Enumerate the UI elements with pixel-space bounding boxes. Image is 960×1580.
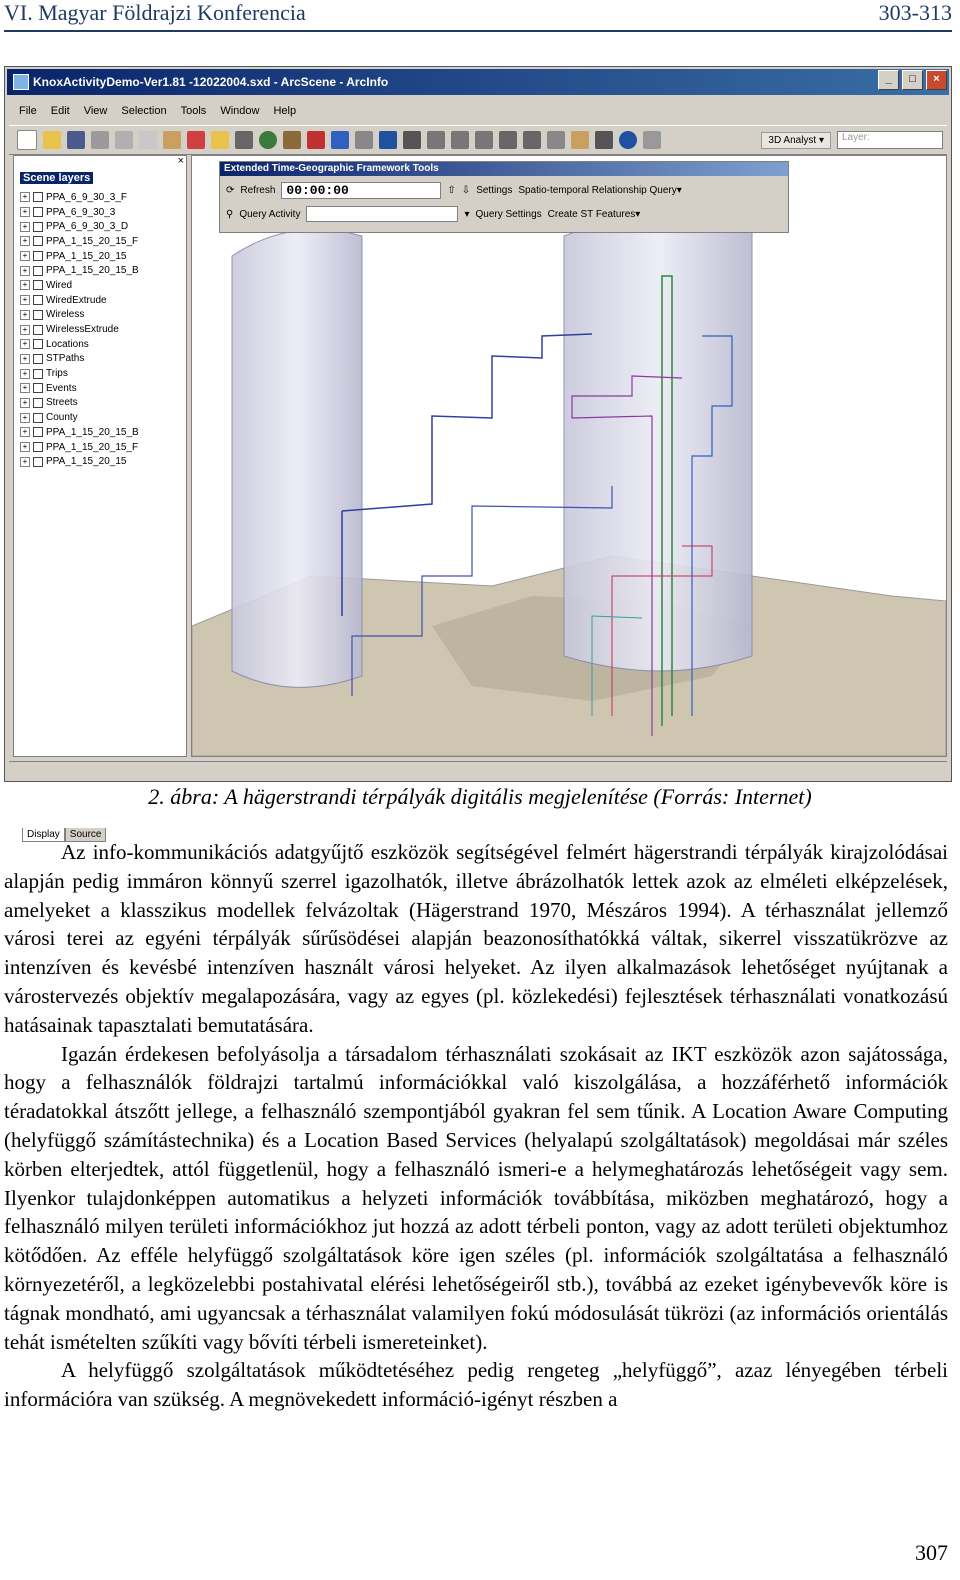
layer-checkbox[interactable] [33, 354, 43, 364]
info-icon[interactable] [619, 131, 637, 149]
print-icon[interactable] [91, 131, 109, 149]
expand-icon[interactable]: + [20, 413, 30, 423]
layer-name: Events [46, 382, 77, 394]
expand-icon[interactable]: + [20, 325, 30, 335]
expand-icon[interactable]: + [20, 222, 30, 232]
layer-checkbox[interactable] [33, 427, 43, 437]
expand-icon[interactable]: + [20, 280, 30, 290]
query-settings-button[interactable]: Query Settings [475, 208, 542, 220]
pan-icon[interactable] [571, 131, 589, 149]
main-toolbar [9, 125, 947, 155]
activity-select[interactable] [306, 206, 458, 222]
set-observer-icon[interactable] [475, 131, 493, 149]
layer-name: Trips [46, 368, 68, 380]
paragraph: A helyfüggő szolgáltatások működtetéséhez pedig rengeteg „helyfüggő”, azaz lényegében térbeli információra van szükség. A megnövekedett információ-igényt részben a [4, 1358, 948, 1412]
expand-icon[interactable]: + [20, 236, 30, 246]
layer-name: PPA_6_9_30_3_D [46, 221, 129, 233]
layer-item[interactable] [20, 410, 139, 425]
scene-properties-icon[interactable] [235, 131, 253, 149]
layer-item[interactable] [20, 381, 139, 396]
layer-item[interactable] [20, 454, 139, 469]
search-icon: ⚲ [226, 208, 234, 220]
layer-name: PPA_1_15_20_15_B [46, 265, 139, 277]
expand-icon[interactable]: + [20, 192, 30, 202]
layer-checkbox[interactable] [33, 310, 43, 320]
layer-item[interactable] [20, 263, 139, 278]
menu-help[interactable]: Help [273, 105, 297, 117]
layer-name: PPA_1_15_20_15 [46, 250, 127, 262]
arcscene-app-icon [13, 74, 29, 90]
layer-item[interactable] [20, 337, 139, 352]
tab-display[interactable]: Display [22, 828, 65, 842]
menu-bar [9, 100, 296, 122]
layer-item[interactable] [20, 308, 139, 323]
layer-name: County [46, 412, 78, 424]
menu-file[interactable]: File [19, 105, 37, 117]
expand-icon[interactable]: + [20, 339, 30, 349]
body-text [4, 838, 948, 1414]
layer-name: WirelessExtrude [46, 324, 119, 336]
layer-checkbox[interactable] [33, 295, 43, 305]
save-icon[interactable] [67, 131, 85, 149]
layer-checkbox[interactable] [33, 339, 43, 349]
figure-caption [0, 784, 960, 810]
expand-icon[interactable]: + [20, 207, 30, 217]
down-arrow-icon[interactable]: ⇩ [461, 185, 471, 196]
measure-icon[interactable] [643, 131, 661, 149]
expand-icon[interactable]: + [20, 383, 30, 393]
header-right: 303-313 [878, 0, 952, 25]
up-arrow-icon[interactable]: ⇧ [447, 185, 456, 196]
window-controls [878, 70, 947, 90]
page-number: 307 [915, 1540, 948, 1565]
expand-icon[interactable]: + [20, 266, 30, 276]
header-rule [4, 30, 952, 32]
time-geographic-tools-panel [219, 161, 789, 233]
settings-button[interactable]: Settings [476, 185, 513, 196]
help-icon[interactable] [355, 131, 373, 149]
layer-item[interactable] [20, 425, 139, 440]
layer-checkbox[interactable] [33, 413, 43, 423]
maximize-button[interactable]: □ [902, 70, 923, 90]
3d-scene-view[interactable] [191, 155, 947, 757]
layer-item[interactable] [20, 322, 139, 337]
paragraph: Igazán érdekesen befolyásolja a társadalom térhasználati szokásait az IKT eszközök azon sajátossága, hogy a felhasználók földrajzi tartalmú információkkal való kiszolgálása, a hozzáférhető információk téradatokkal átszőtt jellege, a felhasználó szempontjából gyakran fel sem tűnik. A Location Aware Computing (helyfüggő számítástechnika) és a Location Based Services (helyalapú szolgáltatások) megoldásai már széles körben elterjedtek, attól függetlenül, hogy a felhasználó ismeri-e a helymeghatározás lehetőségeit vagy sem. Ilyenkor tulajdonképpen automatikus a helyzeti információk továbbítása, miközben meghatározó, hogy a felhasználó milyen területi információkhoz jut hozzá az adott térbeli ponton, vagy az adott területi objektumhoz kötődően. Az efféle helyfüggő szolgáltatások köre igen széles (pl. információk szolgáltatása a felhasználó környezetéről, a legközelebbi postahivatal elérési lehetőségeiről stb.), továbbá az ezeket igénybevevők köre is tágnak mondható, ami ugyancsak a térhasználat valamilyen fokú módosulását tükrözi (az információs orientálás tehát ismételten szűkíti vagy bővíti térbeli ismereteinket). [4, 1041, 948, 1354]
open-icon[interactable] [43, 131, 61, 149]
full-extent-icon[interactable] [547, 131, 565, 149]
layer-name: PPA_1_15_20_15_B [46, 426, 139, 438]
layer-name: Locations [46, 338, 89, 350]
layer-item[interactable] [20, 366, 139, 381]
animation-icon[interactable] [307, 131, 325, 149]
layer-item[interactable] [20, 293, 139, 308]
expand-icon[interactable]: + [20, 354, 30, 364]
layer-name: Wireless [46, 309, 85, 321]
zoom-out-icon[interactable] [523, 131, 541, 149]
toc-root-scene-layers[interactable]: Scene layers [20, 172, 93, 184]
layers-icon[interactable] [283, 131, 301, 149]
panel-row-1 [226, 182, 682, 199]
select-icon[interactable] [595, 131, 613, 149]
delete-icon[interactable] [187, 131, 205, 149]
refresh-icon: ⟳ [226, 185, 235, 196]
paragraph: Az info-kommunikációs adatgyűjtő eszközök segítségével felmért hägerstrandi térpályák kirajzolódásai alapján pedig immáron könnyű szerrel igazolhatók, illetve ábrázolhatók lettek azok az elméleti elképzelések, amelyeket a klasszikus modellek felvázoltak (Hägerstrand 1970, Mészáros 1994). A térhasználat jellemző városi terei az egyéni térpályák sűrűsödései alapján beazonosíthatókká váltak, sikerrel visszatükrözve az intenzíven és kevésbé intenzíven használt városi helyeket. Az ilyen alkalmazások lehetőséget nyújtanak a várostervezés objektív megalapozására, vagy az egyes (pl. közlekedési) fejlesztések térhasználati vonatkozású hatásainak tapasztalati bemutatására. [4, 840, 948, 1037]
layer-item[interactable] [20, 219, 139, 234]
layer-list [20, 190, 139, 469]
query-activity-label: Query Activity [239, 208, 301, 220]
layer-name: PPA_1_15_20_15_F [46, 235, 139, 247]
layer-checkbox[interactable] [33, 192, 43, 202]
layer-checkbox[interactable] [33, 325, 43, 335]
add-data-icon[interactable] [211, 131, 229, 149]
layer-checkbox[interactable] [33, 442, 43, 452]
navigate-icon[interactable] [379, 131, 397, 149]
expand-icon[interactable]: + [20, 427, 30, 437]
minimize-button[interactable]: _ [878, 70, 899, 90]
expand-icon[interactable]: + [20, 310, 30, 320]
layer-name: PPA_6_9_30_3 [46, 206, 116, 218]
layer-select[interactable]: Layer: [837, 131, 943, 149]
layer-name: Streets [46, 397, 78, 409]
layer-checkbox[interactable] [33, 369, 43, 379]
menu-tools[interactable]: Tools [180, 105, 207, 117]
prism-cylinder-left [232, 229, 362, 687]
caption-number: 2. ábra: [148, 784, 220, 809]
center-target-icon[interactable] [427, 131, 445, 149]
prism-cylinder-right [564, 213, 752, 671]
refresh-button[interactable]: Refresh [240, 185, 276, 196]
layer-checkbox[interactable] [33, 207, 43, 217]
status-bar [9, 761, 947, 778]
layer-item[interactable] [20, 205, 139, 220]
menu-view[interactable]: View [83, 105, 108, 117]
menu-edit[interactable]: Edit [50, 105, 70, 117]
layer-name: PPA_1_15_20_15 [46, 456, 127, 468]
layer-checkbox[interactable] [33, 280, 43, 290]
layer-item[interactable] [20, 440, 139, 455]
expand-icon[interactable]: + [20, 369, 30, 379]
running-header [4, 0, 952, 28]
3d-analyst-dropdown[interactable]: 3D Analyst ▾ [761, 132, 831, 149]
layer-checkbox[interactable] [33, 266, 43, 276]
clock-field[interactable]: 00:00:00 [281, 182, 441, 199]
layer-checkbox[interactable] [33, 222, 43, 232]
expand-icon[interactable]: + [20, 295, 30, 305]
expand-icon[interactable]: + [20, 457, 30, 467]
layer-name: STPaths [46, 353, 85, 365]
fly-icon[interactable] [403, 131, 421, 149]
identify-icon[interactable] [331, 131, 349, 149]
toc-close-icon[interactable]: × [177, 155, 184, 167]
layer-item[interactable] [20, 396, 139, 411]
paste-icon[interactable] [163, 131, 181, 149]
new-icon[interactable] [17, 130, 37, 150]
window-title: KnoxActivityDemo-Ver1.81 -12022004.sxd - ArcScene - ArcInfo [33, 75, 389, 89]
caption-text: A hägerstrandi térpályák digitális megjelenítése (Forrás: Internet) [219, 784, 812, 809]
layer-name: Wired [46, 279, 73, 291]
menu-window[interactable]: Window [220, 105, 260, 117]
layer-item[interactable] [20, 249, 139, 264]
st-relationship-query-button[interactable]: Spatio-temporal Relationship Query▾ [518, 185, 682, 196]
menu-selection[interactable]: Selection [121, 105, 167, 117]
create-st-features-button[interactable]: Create ST Features▾ [547, 208, 641, 220]
zoom-target-icon[interactable] [451, 131, 469, 149]
layer-checkbox[interactable] [33, 383, 43, 393]
layer-item[interactable] [20, 278, 139, 293]
copy-icon[interactable] [139, 131, 157, 149]
layer-item[interactable] [20, 352, 139, 367]
layer-name: PPA_1_15_20_15_F [46, 441, 139, 453]
expand-icon[interactable]: + [20, 251, 30, 261]
layer-name: PPA_6_9_30_3_F [46, 191, 127, 203]
scene-illustration [192, 156, 946, 756]
layer-checkbox[interactable] [33, 251, 43, 261]
layer-item[interactable] [20, 190, 139, 205]
window-title-bar[interactable] [7, 69, 949, 95]
layer-checkbox[interactable] [33, 236, 43, 246]
zoom-in-icon[interactable] [499, 131, 517, 149]
globe-icon[interactable] [259, 131, 277, 149]
header-left: VI. Magyar Földrajzi Konferencia [4, 0, 306, 25]
panel-title: Extended Time-Geographic Framework Tools [220, 162, 788, 176]
expand-icon[interactable]: + [20, 442, 30, 452]
layer-item[interactable] [20, 234, 139, 249]
chevron-down-icon[interactable]: ▾ [464, 208, 470, 220]
layer-name: WiredExtrude [46, 294, 107, 306]
layer-checkbox[interactable] [33, 457, 43, 467]
cut-icon[interactable] [115, 131, 133, 149]
close-button[interactable]: × [926, 70, 947, 90]
layer-checkbox[interactable] [33, 398, 43, 408]
panel-row-2 [226, 206, 640, 222]
expand-icon[interactable]: + [20, 398, 30, 408]
tab-source[interactable]: Source [65, 828, 107, 842]
